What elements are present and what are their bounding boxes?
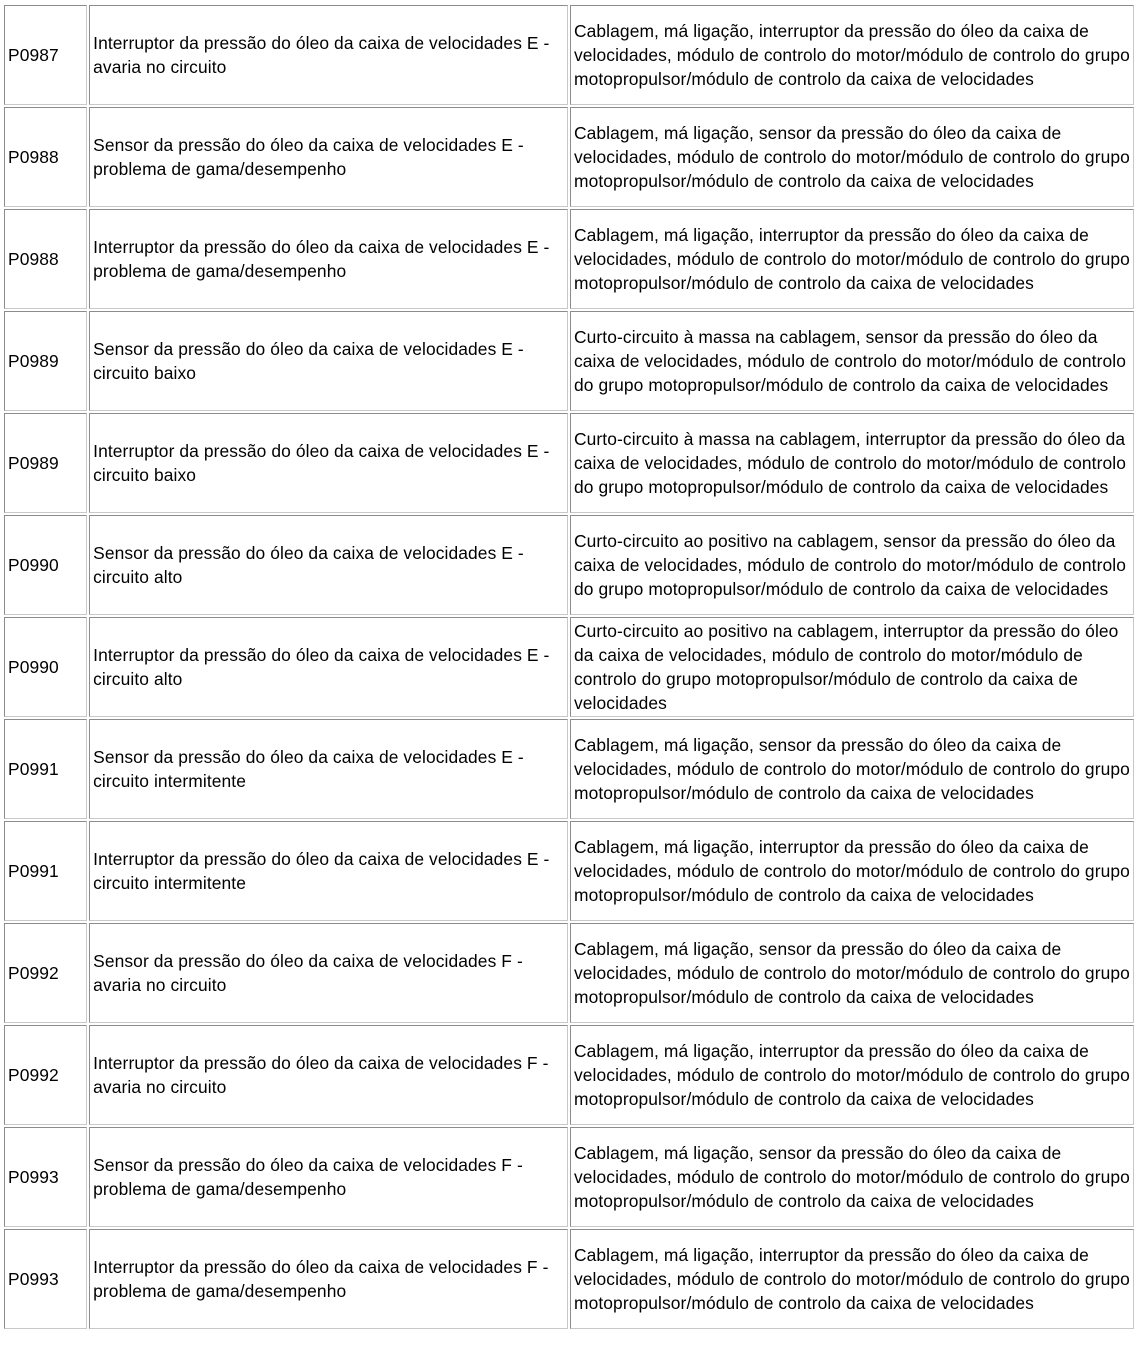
dtc-code: P0989 [4, 413, 87, 513]
dtc-description: Sensor da pressão do óleo da caixa de velocidades F - avaria no circuito [89, 923, 568, 1023]
dtc-possible-cause: Cablagem, má ligação, sensor da pressão do óleo da caixa de velocidades, módulo de controlo do motor/módulo de controlo do grupo motopropulsor/módulo de controlo da caixa de velocidades [570, 107, 1134, 207]
dtc-code: P0990 [4, 617, 87, 717]
table-row [4, 1127, 1134, 1227]
dtc-description: Sensor da pressão do óleo da caixa de velocidades F - problema de gama/desempenho [89, 1127, 568, 1227]
dtc-description: Interruptor da pressão do óleo da caixa de velocidades E - avaria no circuito [89, 5, 568, 105]
dtc-possible-cause: Curto-circuito à massa na cablagem, sensor da pressão do óleo da caixa de velocidades, módulo de controlo do motor/módulo de controlo do grupo motopropulsor/módulo de controlo da caixa de velocidades [570, 311, 1134, 411]
dtc-code: P0991 [4, 821, 87, 921]
dtc-description: Interruptor da pressão do óleo da caixa de velocidades E - circuito intermitente [89, 821, 568, 921]
dtc-code: P0989 [4, 311, 87, 411]
dtc-possible-cause: Cablagem, má ligação, interruptor da pressão do óleo da caixa de velocidades, módulo de controlo do motor/módulo de controlo do grupo motopropulsor/módulo de controlo da caixa de velocidades [570, 821, 1134, 921]
dtc-description: Interruptor da pressão do óleo da caixa de velocidades E - circuito alto [89, 617, 568, 717]
table-row [4, 617, 1134, 717]
dtc-description: Interruptor da pressão do óleo da caixa de velocidades F - avaria no circuito [89, 1025, 568, 1125]
dtc-possible-cause: Curto-circuito ao positivo na cablagem, interruptor da pressão do óleo da caixa de velocidades, módulo de controlo do motor/módulo de controlo do grupo motopropulsor/módulo de controlo da caixa de velocidades [570, 617, 1134, 717]
table-row [4, 719, 1134, 819]
table-row [4, 515, 1134, 615]
dtc-possible-cause: Cablagem, má ligação, interruptor da pressão do óleo da caixa de velocidades, módulo de controlo do motor/módulo de controlo do grupo motopropulsor/módulo de controlo da caixa de velocidades [570, 1229, 1134, 1329]
dtc-description: Sensor da pressão do óleo da caixa de velocidades E - circuito alto [89, 515, 568, 615]
table-row [4, 1229, 1134, 1329]
dtc-possible-cause: Cablagem, má ligação, sensor da pressão do óleo da caixa de velocidades, módulo de controlo do motor/módulo de controlo do grupo motopropulsor/módulo de controlo da caixa de velocidades [570, 923, 1134, 1023]
dtc-description: Interruptor da pressão do óleo da caixa de velocidades F - problema de gama/desempenho [89, 1229, 568, 1329]
dtc-possible-cause: Cablagem, má ligação, interruptor da pressão do óleo da caixa de velocidades, módulo de controlo do motor/módulo de controlo do grupo motopropulsor/módulo de controlo da caixa de velocidades [570, 209, 1134, 309]
dtc-description: Sensor da pressão do óleo da caixa de velocidades E - problema de gama/desempenho [89, 107, 568, 207]
dtc-code: P0992 [4, 1025, 87, 1125]
dtc-possible-cause: Curto-circuito à massa na cablagem, interruptor da pressão do óleo da caixa de velocidades, módulo de controlo do motor/módulo de controlo do grupo motopropulsor/módulo de controlo da caixa de velocidades [570, 413, 1134, 513]
dtc-code: P0987 [4, 5, 87, 105]
dtc-description: Interruptor da pressão do óleo da caixa de velocidades E - circuito baixo [89, 413, 568, 513]
dtc-possible-cause: Cablagem, má ligação, sensor da pressão do óleo da caixa de velocidades, módulo de controlo do motor/módulo de controlo do grupo motopropulsor/módulo de controlo da caixa de velocidades [570, 1127, 1134, 1227]
dtc-description: Sensor da pressão do óleo da caixa de velocidades E - circuito intermitente [89, 719, 568, 819]
table-row [4, 311, 1134, 411]
dtc-description: Sensor da pressão do óleo da caixa de velocidades E - circuito baixo [89, 311, 568, 411]
dtc-possible-cause: Cablagem, má ligação, sensor da pressão do óleo da caixa de velocidades, módulo de controlo do motor/módulo de controlo do grupo motopropulsor/módulo de controlo da caixa de velocidades [570, 719, 1134, 819]
dtc-table [2, 3, 1136, 1331]
dtc-possible-cause: Cablagem, má ligação, interruptor da pressão do óleo da caixa de velocidades, módulo de controlo do motor/módulo de controlo do grupo motopropulsor/módulo de controlo da caixa de velocidades [570, 1025, 1134, 1125]
dtc-possible-cause: Curto-circuito ao positivo na cablagem, sensor da pressão do óleo da caixa de velocidades, módulo de controlo do motor/módulo de controlo do grupo motopropulsor/módulo de controlo da caixa de velocidades [570, 515, 1134, 615]
dtc-code: P0993 [4, 1229, 87, 1329]
table-row [4, 923, 1134, 1023]
dtc-code: P0988 [4, 209, 87, 309]
table-row [4, 413, 1134, 513]
dtc-code: P0993 [4, 1127, 87, 1227]
table-row [4, 209, 1134, 309]
dtc-code: P0990 [4, 515, 87, 615]
dtc-code: P0988 [4, 107, 87, 207]
dtc-possible-cause: Cablagem, má ligação, interruptor da pressão do óleo da caixa de velocidades, módulo de controlo do motor/módulo de controlo do grupo motopropulsor/módulo de controlo da caixa de velocidades [570, 5, 1134, 105]
dtc-code: P0991 [4, 719, 87, 819]
table-row [4, 5, 1134, 105]
dtc-table-body [4, 5, 1134, 1329]
table-row [4, 107, 1134, 207]
dtc-description: Interruptor da pressão do óleo da caixa de velocidades E - problema de gama/desempenho [89, 209, 568, 309]
table-row [4, 821, 1134, 921]
dtc-code: P0992 [4, 923, 87, 1023]
table-row [4, 1025, 1134, 1125]
